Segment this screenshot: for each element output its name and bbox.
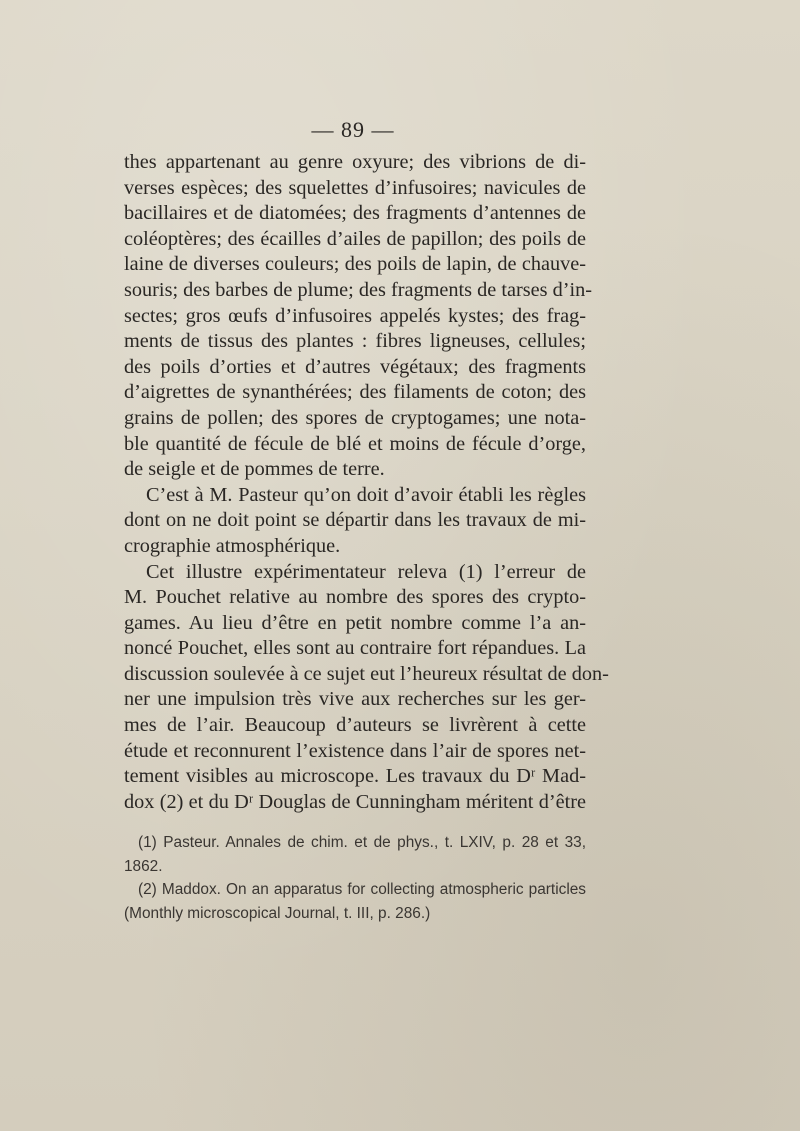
text-line: dont on ne doit point se départir dans les travaux de mi- xyxy=(124,509,586,532)
text-line: discussion soulevée à ce sujet eut l’heureux résultat de don- xyxy=(124,662,609,685)
text-line: des poils d’orties et d’autres végétaux; des fragments xyxy=(124,355,586,378)
text-line: thes appartenant au genre oxyure; des vibrions de di- xyxy=(124,151,586,173)
paragraph-start-line: Cet illustre expérimentateur releva (1) l’erreur de xyxy=(146,560,586,583)
text-line: souris; des barbes de plume; des fragments de tarses d’in- xyxy=(124,278,593,301)
text-line: ner une impulsion très vive aux recherches sur les ger- xyxy=(124,688,586,711)
text-line: étude et reconnurent l’existence dans l’air de spores net- xyxy=(124,739,586,762)
footnote-1: (1) Pasteur. Annales de chim. et de phys., t. LXIV, p. 28 et 33, xyxy=(138,834,586,851)
text-line: mes de l’air. Beaucoup d’auteurs se livrèrent à cette xyxy=(124,714,586,737)
footnote-1-continued: 1862. xyxy=(124,857,163,875)
text-line: tement visibles au microscope. Les travaux du Dʳ Mad- xyxy=(124,765,586,788)
text-line: dox (2) et du Dʳ Douglas de Cunningham méritent d’être xyxy=(124,790,586,813)
footnote-2: (2) Maddox. On an apparatus for collecting atmospheric particles xyxy=(138,881,586,898)
text-line: laine de diverses couleurs; des poils de lapin, de chauve- xyxy=(124,253,586,276)
page-number: — 89 — xyxy=(311,117,395,142)
text-line: ble quantité de fécule de blé et moins de fécule d’orge, xyxy=(124,432,586,455)
text-line: ments de tissus des plantes : fibres ligneuses, cellules; xyxy=(124,330,586,353)
text-line: noncé Pouchet, elles sont au contraire fort répandues. La xyxy=(124,637,586,660)
text-line: bacillaires et de diatomées; des fragments d’antennes de xyxy=(124,202,586,225)
text-line: grains de pollen; des spores de cryptogames; une nota- xyxy=(124,406,586,429)
text-line: M. Pouchet relative au nombre des spores des crypto- xyxy=(124,586,586,609)
text-line: d’aigrettes de synanthérées; des filaments de coton; des xyxy=(124,381,586,404)
paragraph-end-line: de seigle et de pommes de terre. xyxy=(124,458,385,481)
text-line: coléoptères; des écailles d’ailes de papillon; des poils de xyxy=(124,227,586,250)
footnote-2-continued: (Monthly microscopical Journal, t. III, p. 286.) xyxy=(124,904,431,922)
paragraph-start-line: C’est à M. Pasteur qu’on doit d’avoir établi les règles xyxy=(146,483,586,506)
text-line: games. Au lieu d’être en petit nombre comme l’a an- xyxy=(124,611,586,634)
text-line: sectes; gros œufs d’infusoires appelés kystes; des frag- xyxy=(124,304,586,327)
footnotes xyxy=(124,831,586,925)
paragraph-end-line: crographie atmosphérique. xyxy=(124,534,341,557)
body-text xyxy=(124,150,609,815)
text-line: verses espèces; des squelettes d’infusoires; navicules de xyxy=(124,176,586,199)
